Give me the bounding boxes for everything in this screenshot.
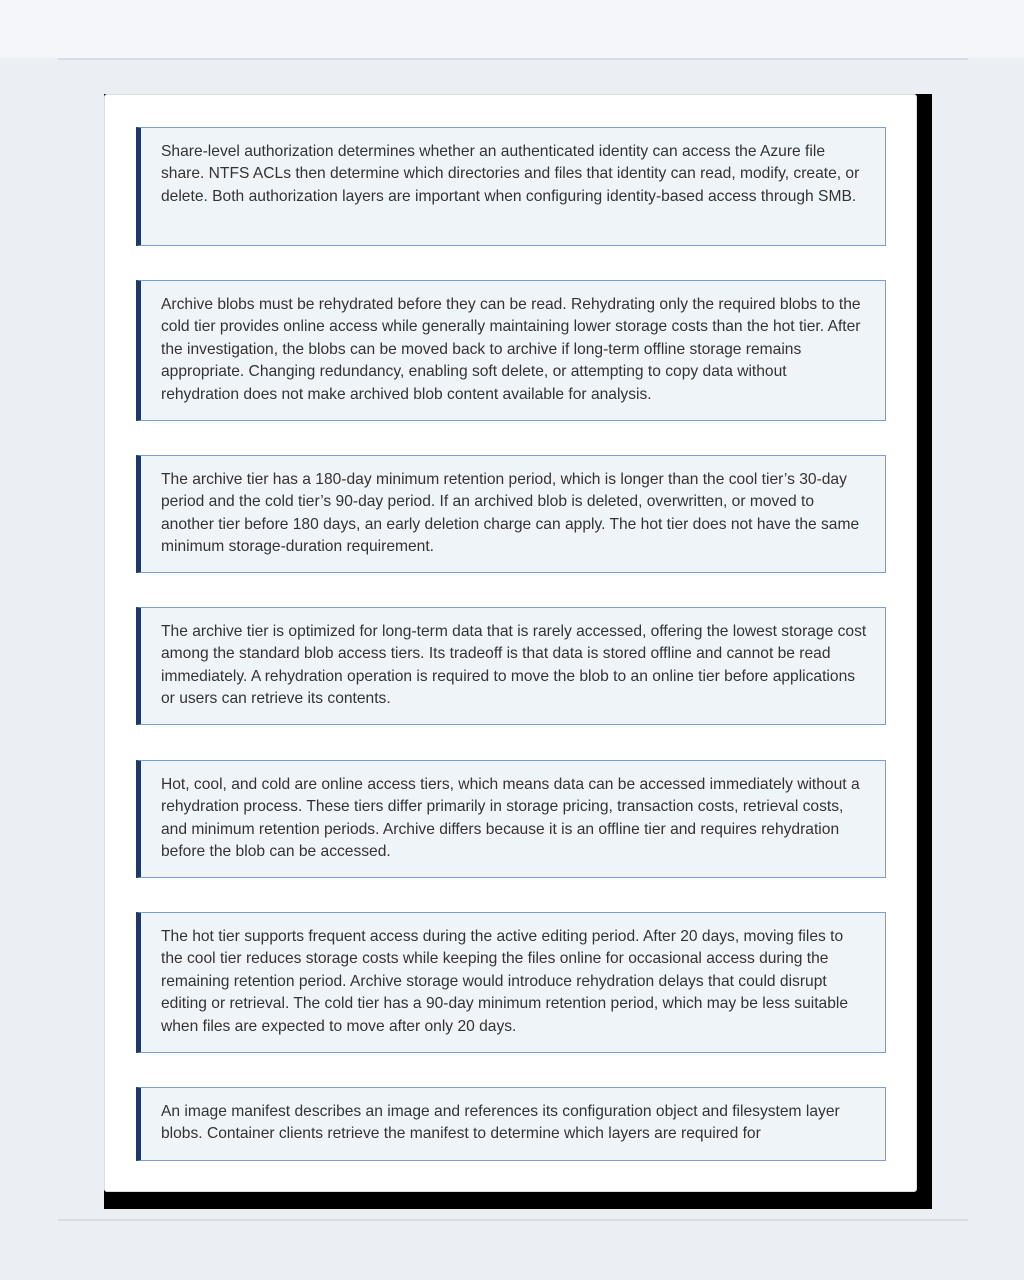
note-text: The archive tier has a 180-day minimum retention period, which is longer than the cool tier’s 30-day period and the cold tier’s 90-day period. If an archived blob is deleted, overwritten, or moved to another tier before 180 days, an early deletion charge can apply. The hot tier does not have the same minimum storage-duration requirement.: [161, 471, 860, 556]
note-image-manifest: [136, 1087, 886, 1161]
note-text: Archive blobs must be rehydrated before they can be read. Rehydrating only the required blobs to the cold tier provides online access while generally maintaining lower storage costs than the hot tier. After the investigation, the blobs can be moved back to archive if long-term offline storage remains appropriate. Changing redundancy, enabling soft delete, or attempting to copy data without rehydration does not make archived blob content available for analysis.: [161, 296, 861, 403]
note-hot-tier: [136, 912, 886, 1053]
bottom-divider: [58, 1219, 968, 1221]
document-page: [104, 94, 917, 1192]
note-text: An image manifest describes an image and references its configuration object and filesystem layer blobs. Container clients retrieve the manifest to determine which layers are required for: [161, 1103, 840, 1143]
top-band: [0, 0, 1024, 58]
note-archive-rehydration: [136, 280, 886, 421]
note-text: Hot, cool, and cold are online access tiers, which means data can be accessed immediately without a rehydration process. These tiers differ primarily in storage pricing, transaction costs, retrieval costs, and minimum retention periods. Archive differs because it is an offline tier and requires rehydration before the blob can be accessed.: [161, 776, 860, 861]
note-online-tiers: [136, 760, 886, 878]
note-text: The archive tier is optimized for long-term data that is rarely accessed, offering the lowest storage cost among the standard blob access tiers. Its tradeoff is that data is stored offline and cannot be read immediately. A rehydration operation is required to move the blob to an online tier before applications or users can retrieve its contents.: [161, 623, 867, 708]
note-share-authorization: [136, 127, 886, 246]
note-text: The hot tier supports frequent access during the active editing period. After 20 days, moving files to the cool tier reduces storage costs while keeping the files online for occasional access during the remaining retention period. Archive storage would introduce rehydration delays that could disrupt editing or retrieval. The cold tier has a 90-day minimum retention period, which may be less suitable when files are expected to move after only 20 days.: [161, 928, 849, 1035]
top-divider: [58, 58, 968, 60]
note-text: Share-level authorization determines whether an authenticated identity can access the Azure file share. NTFS ACLs then determine which directories and files that identity can read, modify, create, or delete. Both authorization layers are important when configuring identity-based access through SMB.: [161, 143, 860, 205]
note-archive-retention: [136, 455, 886, 573]
note-archive-tier: [136, 607, 886, 725]
